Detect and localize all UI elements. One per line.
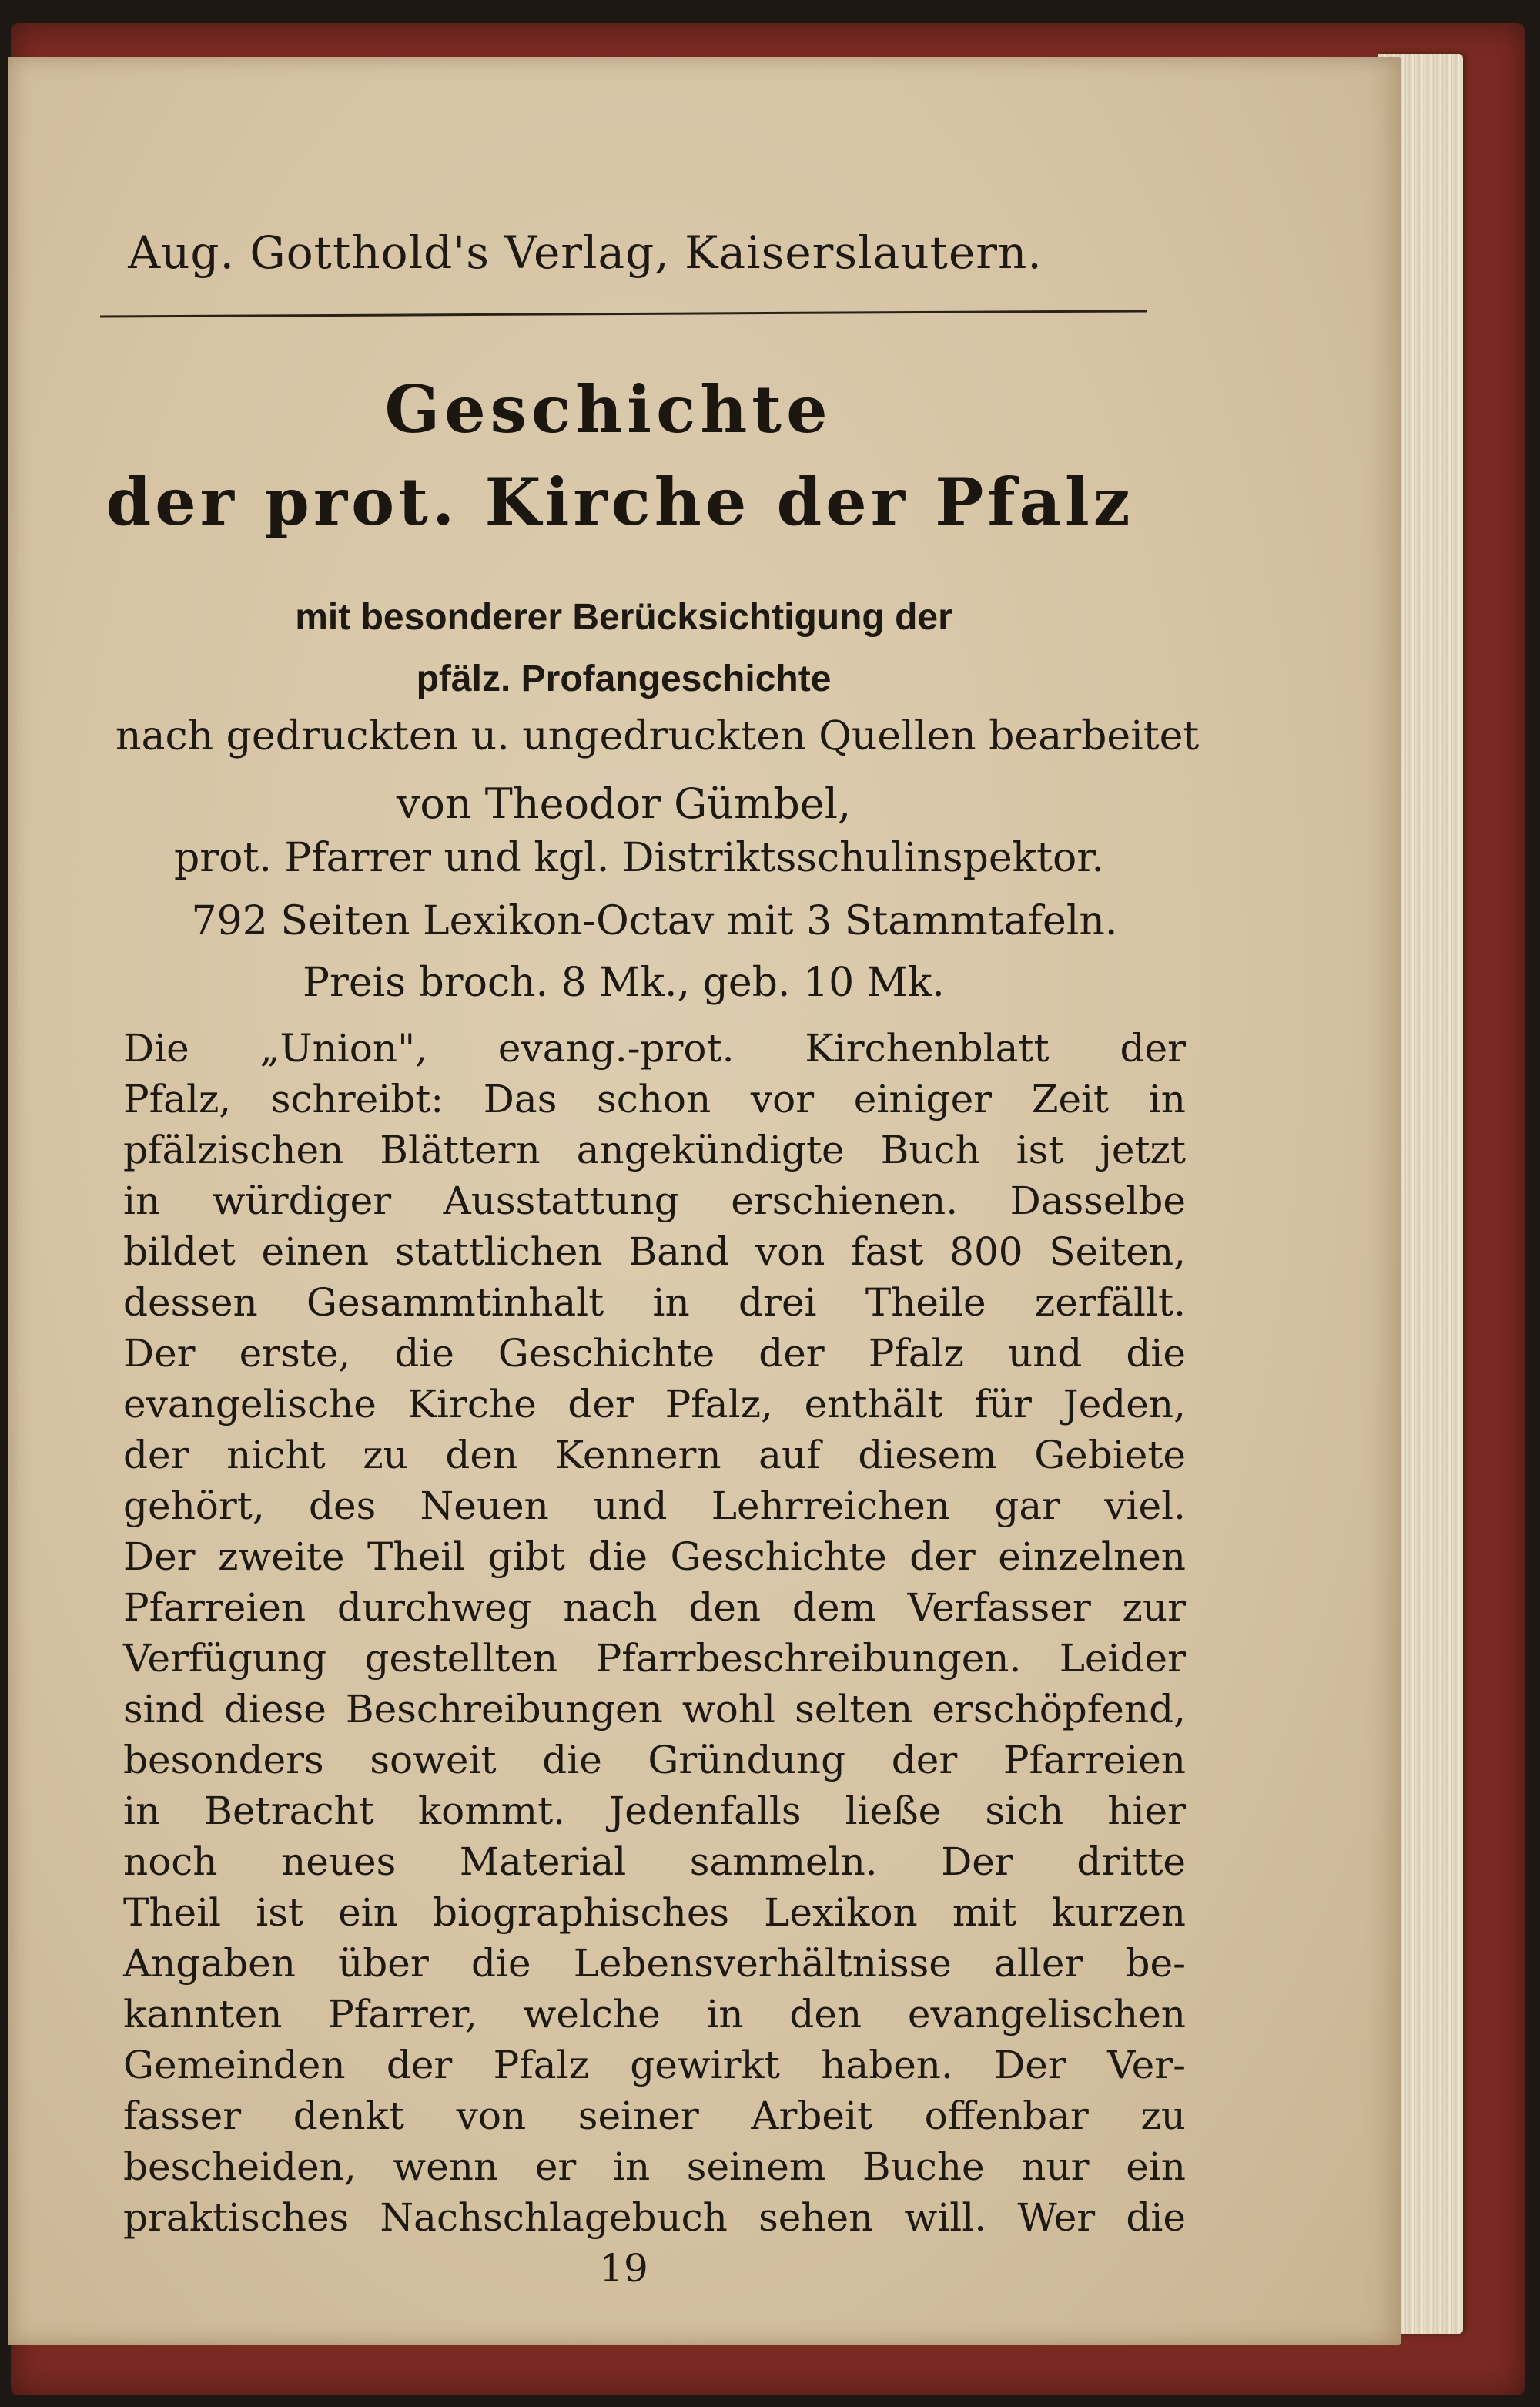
running-head: Aug. Gotthold's Verlag, Kaiserslautern. [128,226,1043,279]
author-line: von Theodor Gümbel, [396,779,852,828]
review-line: Verfügung gestellten Pfarrbeschreibungen. Leider [123,1636,1186,1681]
review-line: in Betracht kommt. Jedenfalls ließe sich hier [123,1788,1186,1833]
review-line: praktisches Nachschlagebuch sehen will. Wer die [123,2195,1186,2240]
review-line: Die „Union", evang.-prot. Kirchenblatt der [123,1026,1186,1071]
page [8,57,1401,2345]
book-title-line-1: Geschichte [384,371,832,448]
review-line: Theil ist ein biographisches Lexikon mit kurzen [123,1890,1186,1935]
review-line: sind diese Beschreibungen wohl selten erschöpfend, [123,1687,1186,1731]
review-line: noch neues Material sammeln. Der dritte [123,1839,1186,1884]
page-number: 19 [599,2246,648,2291]
review-line: fasser denkt von seiner Arbeit offenbar zu [123,2094,1186,2138]
page-count-info: 792 Seiten Lexikon-Octav mit 3 Stammtafeln. [191,898,1118,944]
review-line: besonders soweit die Gründung der Pfarreien [123,1738,1186,1782]
subtitle-line-1: mit besonderer Berücksichtigung der [295,597,952,638]
sources-line: nach gedruckten u. ungedruckten Quellen bearbeitet [116,713,1200,759]
review-line: Pfarreien durchweg nach den dem Verfasser zur [123,1585,1186,1630]
review-line: Gemeinden der Pfalz gewirkt haben. Der Ver- [123,2043,1186,2087]
review-line: Der zweite Theil gibt die Geschichte der einzelnen [123,1534,1186,1579]
review-line: Angaben über die Lebensverhältnisse aller be- [123,1941,1186,1986]
review-line: bescheiden, wenn er in seinem Buche nur ein [123,2144,1186,2189]
review-line: dessen Gesammtinhalt in drei Theile zerfällt. [123,1280,1186,1325]
review-line: Pfalz, schreibt: Das schon vor einiger Zeit in [123,1077,1186,1121]
review-line: der nicht zu den Kennern auf diesem Gebiete [123,1433,1186,1477]
review-line: Der erste, die Geschichte der Pfalz und die [123,1331,1186,1376]
subtitle-line-2: pfälz. Profangeschichte [416,659,832,699]
author-role: prot. Pfarrer und kgl. Distriktsschulinspektor. [174,835,1104,881]
review-line: bildet einen stattlichen Band von fast 800 Seiten, [123,1229,1186,1274]
review-line: gehört, des Neuen und Lehrreichen gar viel. [123,1483,1186,1528]
review-line: kannten Pfarrer, welche in den evangelischen [123,1992,1186,2037]
header-rule [100,310,1147,317]
book-title-line-2: der prot. Kirche der Pfalz [105,464,1134,540]
review-line: in würdiger Ausstattung erschienen. Dasselbe [123,1178,1186,1223]
price-line: Preis broch. 8 Mk., geb. 10 Mk. [303,960,945,1006]
review-line: evangelische Kirche der Pfalz, enthält für Jeden, [123,1382,1186,1426]
review-line: pfälzischen Blättern angekündigte Buch ist jetzt [123,1128,1186,1172]
